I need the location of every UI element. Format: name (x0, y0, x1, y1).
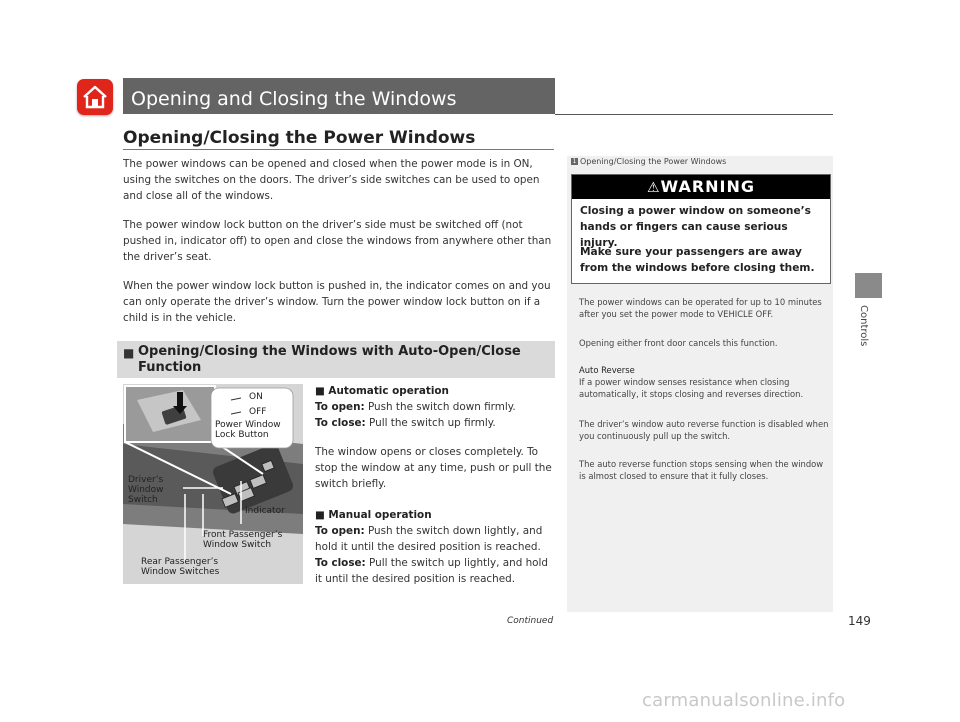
page-number: 149 (848, 614, 871, 628)
auto-reverse-title: Auto Reverse (579, 365, 635, 375)
subsection-marker: ■ (123, 346, 135, 360)
auto-open-label: To open: (315, 401, 365, 413)
automatic-operation-title: ■ Automatic operation (315, 385, 449, 397)
warning-text-1: Closing a power window on someone’s hands or fingers can cause serious injury. (580, 205, 811, 249)
warning-title (572, 177, 830, 196)
fig-label-front-passenger: Front Passenger’s Window Switch (203, 530, 283, 550)
window-switch-figure (123, 384, 303, 584)
warning-triangle-icon: ⚠ (646, 180, 661, 196)
warning-text-2: Make sure your passengers are away from the windows before closing them. (580, 246, 815, 274)
auto-close-label: To close: (315, 417, 366, 429)
side-note-icon: 1 (572, 158, 577, 165)
manual-close-text: Pull the switch up lightly, and hold it until the desired position is reached. (315, 557, 549, 585)
side-note-para-1: The power windows can be operated for up to 10 minutes after you set the power mode to VEHICLE OFF. (579, 297, 822, 319)
manual-open-label: To open: (315, 525, 365, 537)
section-title: Opening/Closing the Power Windows (123, 128, 476, 148)
fig-label-indicator: Indicator (245, 506, 285, 516)
auto-reverse-text: If a power window senses resistance when closing automatically, it stops closing and reverses direction. (579, 377, 804, 399)
fig-label-lock-button: Power Window Lock Button (215, 420, 281, 440)
fig-label-off: OFF (249, 407, 267, 417)
section-rule (123, 149, 554, 150)
manual-open-line (315, 523, 555, 555)
home-icon[interactable] (77, 79, 113, 115)
subsection-title: Opening/Closing the Windows with Auto-Open/Close Function (138, 344, 521, 375)
side-note-para-3: The driver’s window auto reverse function is disabled when you continuously pull up the switch. (579, 419, 829, 441)
auto-close-line (315, 415, 555, 431)
fig-label-on: ON (249, 392, 263, 402)
warning-title-text: WARNING (660, 177, 756, 196)
auto-open-line (315, 399, 555, 415)
manual-operation-title: ■ Manual operation (315, 509, 432, 521)
header-rule (555, 114, 833, 115)
side-note-para-2: Opening either front door cancels this function. (579, 338, 778, 348)
automatic-operation-note: The window opens or closes completely. To stop the window at any time, push or pull the switch briefly. (315, 446, 552, 490)
intro-paragraph-3: When the power window lock button is pushed in, the indicator comes on and you can only operate the driver’s window. Turn the power window lock button on if a child is in the vehicle. (123, 280, 551, 324)
intro-paragraph-2: The power window lock button on the driver’s side must be switched off (not pushed in, indicator off) to open and close the windows from anywhere other than the driver’s seat. (123, 219, 552, 263)
chapter-tab-label: Controls (858, 305, 869, 347)
auto-close-text: Pull the switch up firmly. (365, 417, 496, 429)
manual-close-line (315, 555, 555, 587)
side-note-heading-text: Opening/Closing the Power Windows (580, 157, 727, 166)
manual-open-text: Push the switch down lightly, and hold it until the desired position is reached. (315, 525, 543, 553)
chapter-tab[interactable] (855, 273, 882, 298)
intro-paragraph-1: The power windows can be opened and closed when the power mode is in ON, using the switches on the doors. The driver’s side switches can be used to open and close all of the windows. (123, 158, 540, 202)
continued-label: Continued (507, 616, 554, 626)
auto-open-text: Push the switch down firmly. (364, 401, 516, 413)
fig-label-rear-passenger: Rear Passenger’s Window Switches (141, 557, 220, 577)
side-note-heading (571, 157, 726, 166)
page-title: Opening and Closing the Windows (131, 88, 457, 110)
fig-label-drivers-switch: Driver’s Window Switch (128, 475, 164, 505)
side-note-para-4: The auto reverse function stops sensing when the window is almost closed to ensure that it fully closes. (579, 459, 824, 481)
manual-close-label: To close: (315, 557, 366, 569)
watermark: carmanualsonline.info (642, 690, 846, 711)
